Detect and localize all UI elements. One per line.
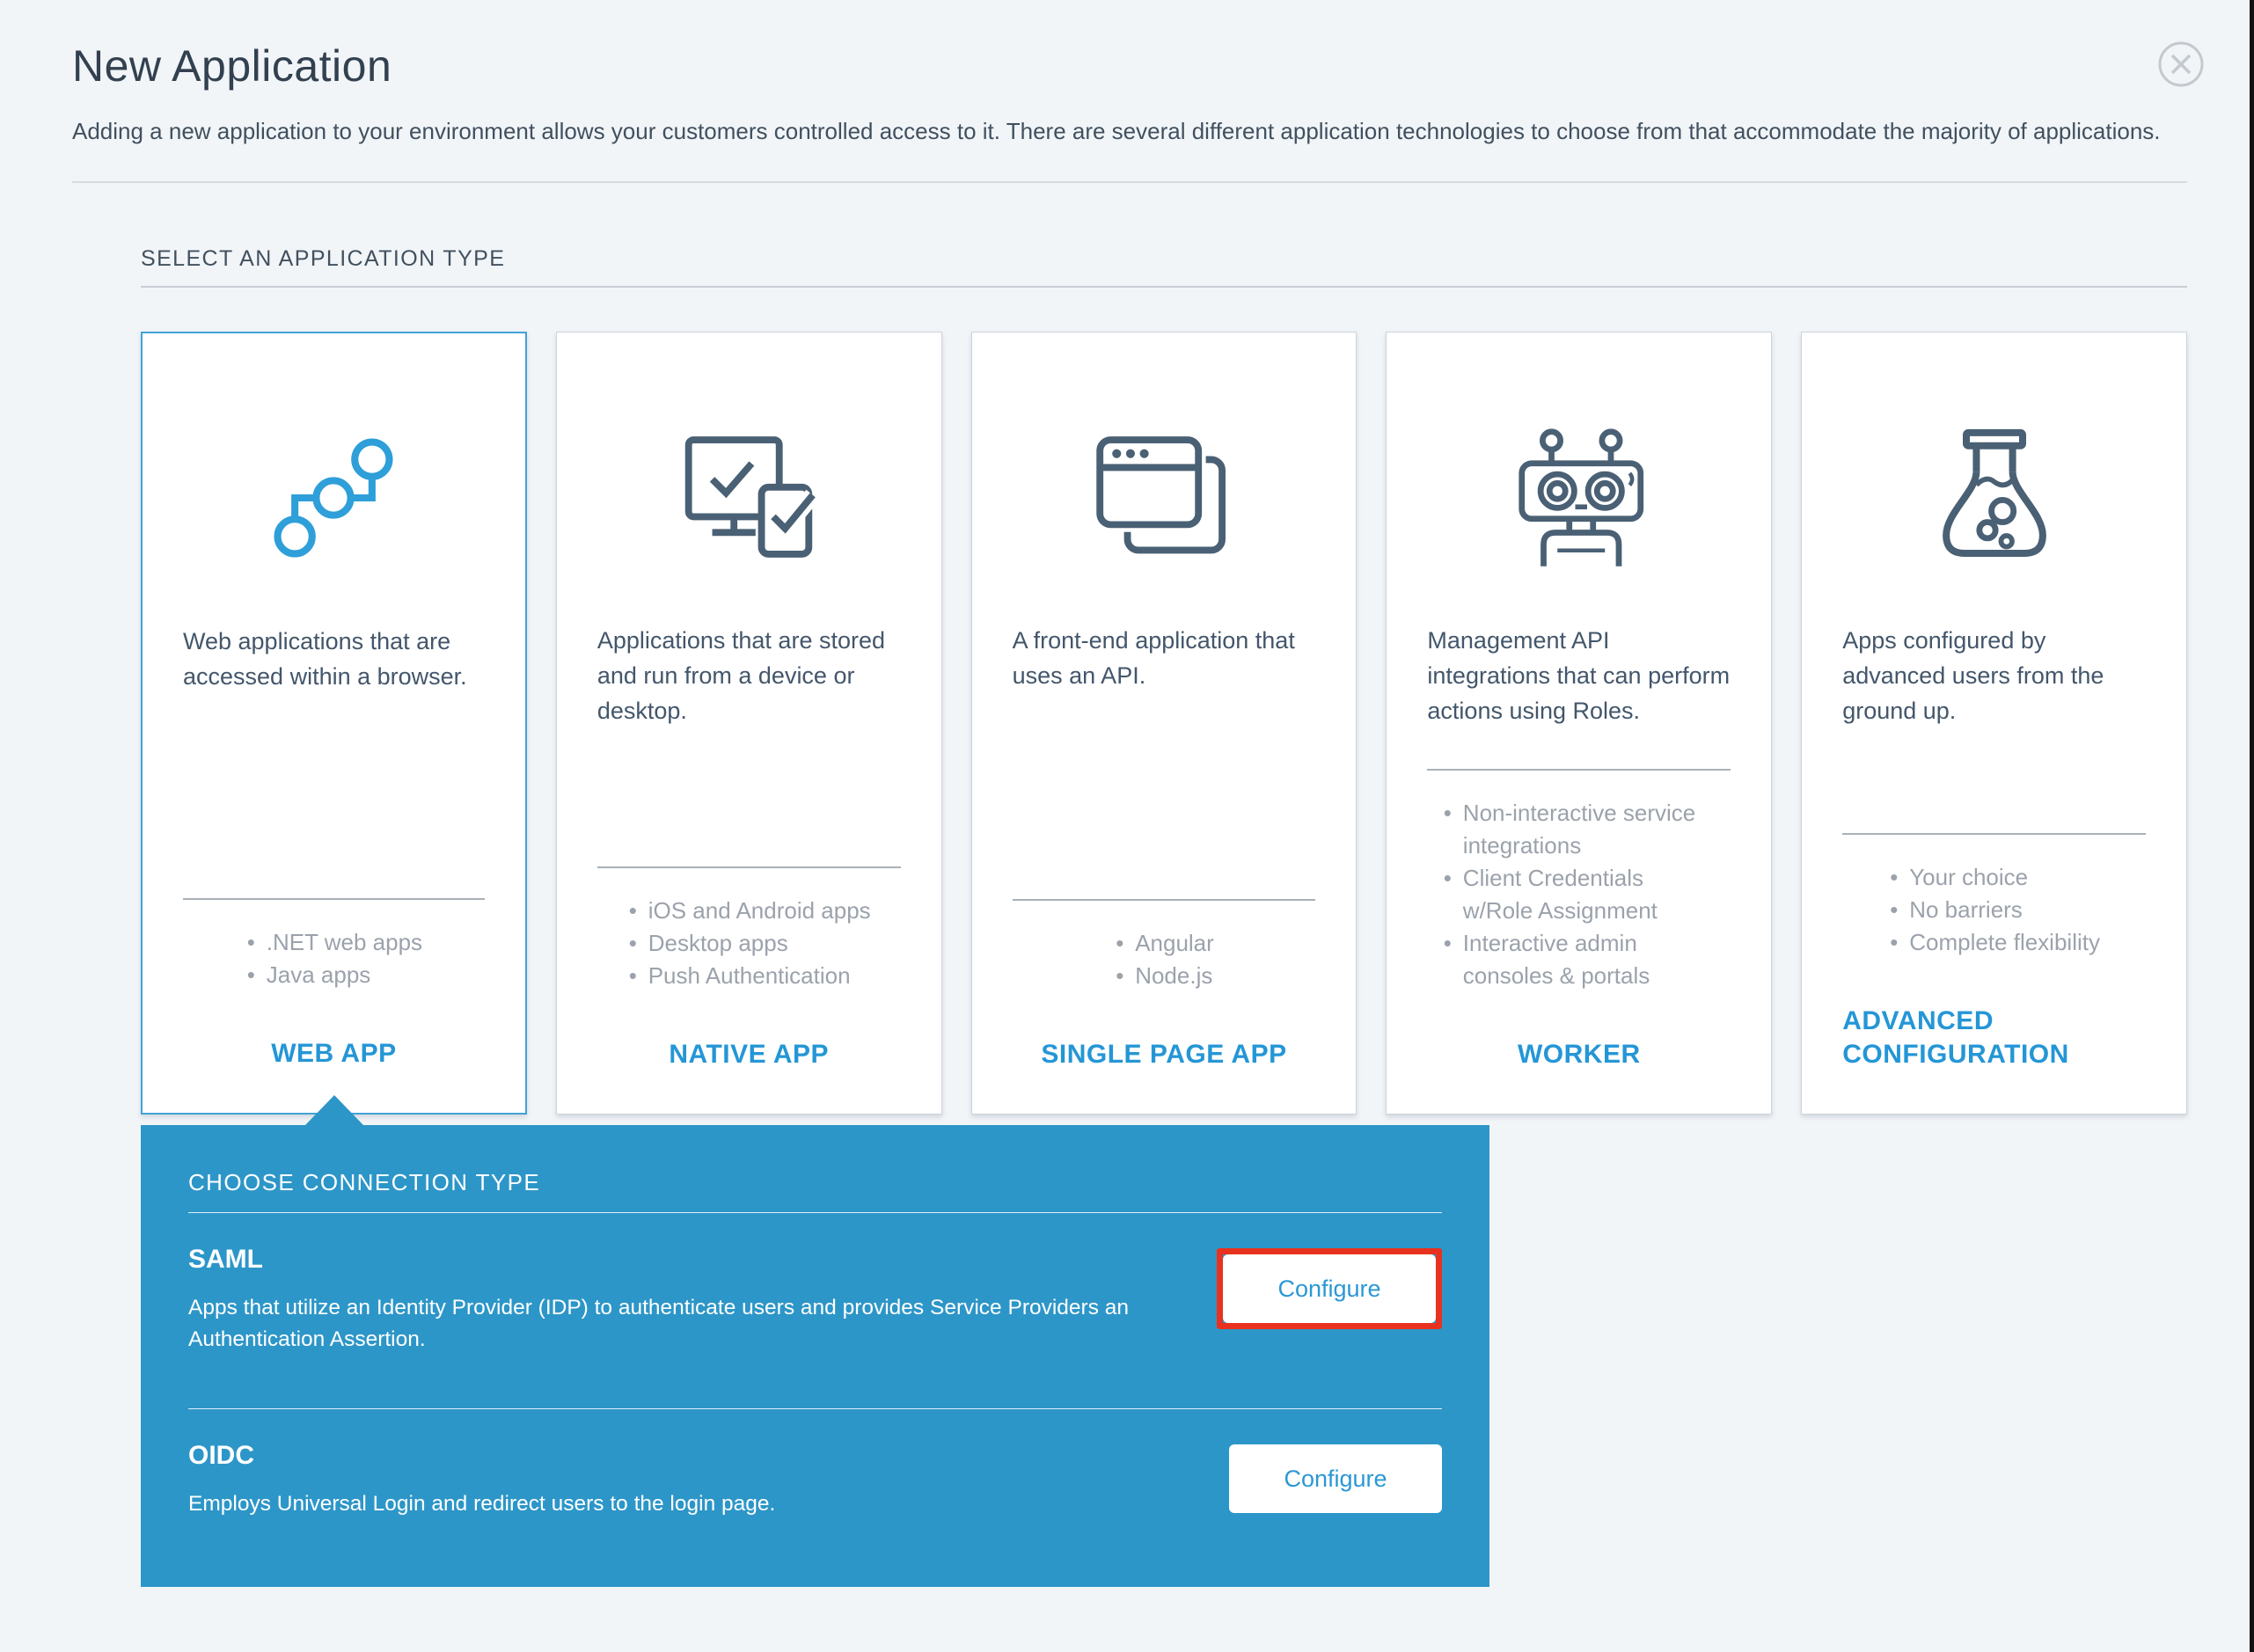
card-description: Web applications that are accessed within a browser. xyxy=(183,628,467,690)
card-native-app[interactable] xyxy=(556,332,942,1115)
oidc-option-row xyxy=(188,1409,1442,1587)
oidc-description: Employs Universal Login and redirect users to the login page. xyxy=(188,1492,776,1516)
card-bullet-list xyxy=(183,926,485,991)
card-description: Management API integrations that can perform actions using Roles. xyxy=(1427,627,1731,724)
saml-title: SAML xyxy=(188,1245,263,1274)
card-label: WEB APP xyxy=(271,1039,397,1068)
card-description: Apps configured by advanced users from the ground up. xyxy=(1842,627,2104,724)
card-label: WORKER xyxy=(1517,1040,1641,1069)
card-bullet: • Client Credentials w/Role Assignment xyxy=(1442,862,1716,927)
section-label: SELECT AN APPLICATION TYPE xyxy=(141,246,506,271)
card-bullet: • Java apps xyxy=(245,959,422,991)
panel-caret xyxy=(305,1095,363,1125)
section-divider xyxy=(141,286,2187,288)
card-worker[interactable] xyxy=(1386,332,1772,1115)
card-bullet: • No barriers xyxy=(1888,894,2100,926)
robot-icon xyxy=(1427,413,1731,581)
card-divider xyxy=(183,898,485,900)
card-bullet-list xyxy=(597,895,901,992)
card-label: NATIVE APP xyxy=(669,1040,830,1069)
page-description: Adding a new application to your environment allows your customers controlled access to it. There are several different application technologies to choose from that accommodate the majority of applications. xyxy=(72,118,2161,144)
application-type-cards xyxy=(141,332,2187,1115)
card-bullet: • Your choice xyxy=(1888,861,2100,894)
saml-configure-button[interactable]: Configure xyxy=(1223,1254,1436,1323)
card-bullet-list xyxy=(1842,861,2146,959)
card-label: SINGLE PAGE APP xyxy=(1041,1040,1287,1069)
saml-option-row xyxy=(188,1213,1442,1393)
right-edge-strip xyxy=(2250,0,2254,1652)
card-bullet-list xyxy=(1013,927,1316,992)
saml-configure-highlight xyxy=(1217,1248,1442,1329)
oidc-title: OIDC xyxy=(188,1441,254,1470)
header-divider xyxy=(72,181,2187,183)
card-description: A front-end application that uses an API. xyxy=(1012,627,1295,689)
card-web-app[interactable] xyxy=(141,332,527,1115)
oidc-configure-button[interactable]: Configure xyxy=(1229,1444,1442,1513)
native-app-devices-icon xyxy=(597,413,901,581)
saml-description: Apps that utilize an Identity Provider (IDP) to authenticate users and provides Service Providers an Authentication Assertion. xyxy=(188,1296,1130,1351)
flask-icon xyxy=(1842,413,2146,581)
card-bullet: • Interactive admin consoles & portals xyxy=(1442,927,1716,992)
close-icon xyxy=(2157,77,2205,91)
card-label: ADVANCED CONFIGURATION xyxy=(1842,1006,2069,1069)
card-bullet: • Non-interactive service integrations xyxy=(1442,797,1716,862)
card-single-page-app[interactable] xyxy=(971,332,1358,1115)
card-bullet: • Complete flexibility xyxy=(1888,926,2100,959)
panel-header: CHOOSE CONNECTION TYPE xyxy=(188,1169,541,1195)
card-divider xyxy=(1427,769,1731,771)
browser-window-icon xyxy=(1013,413,1316,581)
card-bullet: • .NET web apps xyxy=(245,926,422,959)
card-divider xyxy=(597,866,901,868)
card-bullet: • Node.js xyxy=(1114,960,1214,992)
card-description: Applications that are stored and run from a device or desktop. xyxy=(596,627,886,724)
card-bullet: • Push Authentication xyxy=(627,960,871,992)
card-bullet-list xyxy=(1427,797,1731,992)
close-button[interactable] xyxy=(2157,40,2205,88)
card-divider xyxy=(1842,833,2146,835)
card-advanced-configuration[interactable] xyxy=(1801,332,2187,1115)
card-bullet: • Angular xyxy=(1114,927,1214,960)
page-title: New Application xyxy=(72,41,392,91)
connection-type-panel xyxy=(141,1125,1489,1587)
card-bullet: • iOS and Android apps xyxy=(627,895,871,927)
card-divider xyxy=(1013,899,1316,901)
card-bullet: • Desktop apps xyxy=(627,927,871,960)
web-app-chain-icon xyxy=(183,414,485,581)
